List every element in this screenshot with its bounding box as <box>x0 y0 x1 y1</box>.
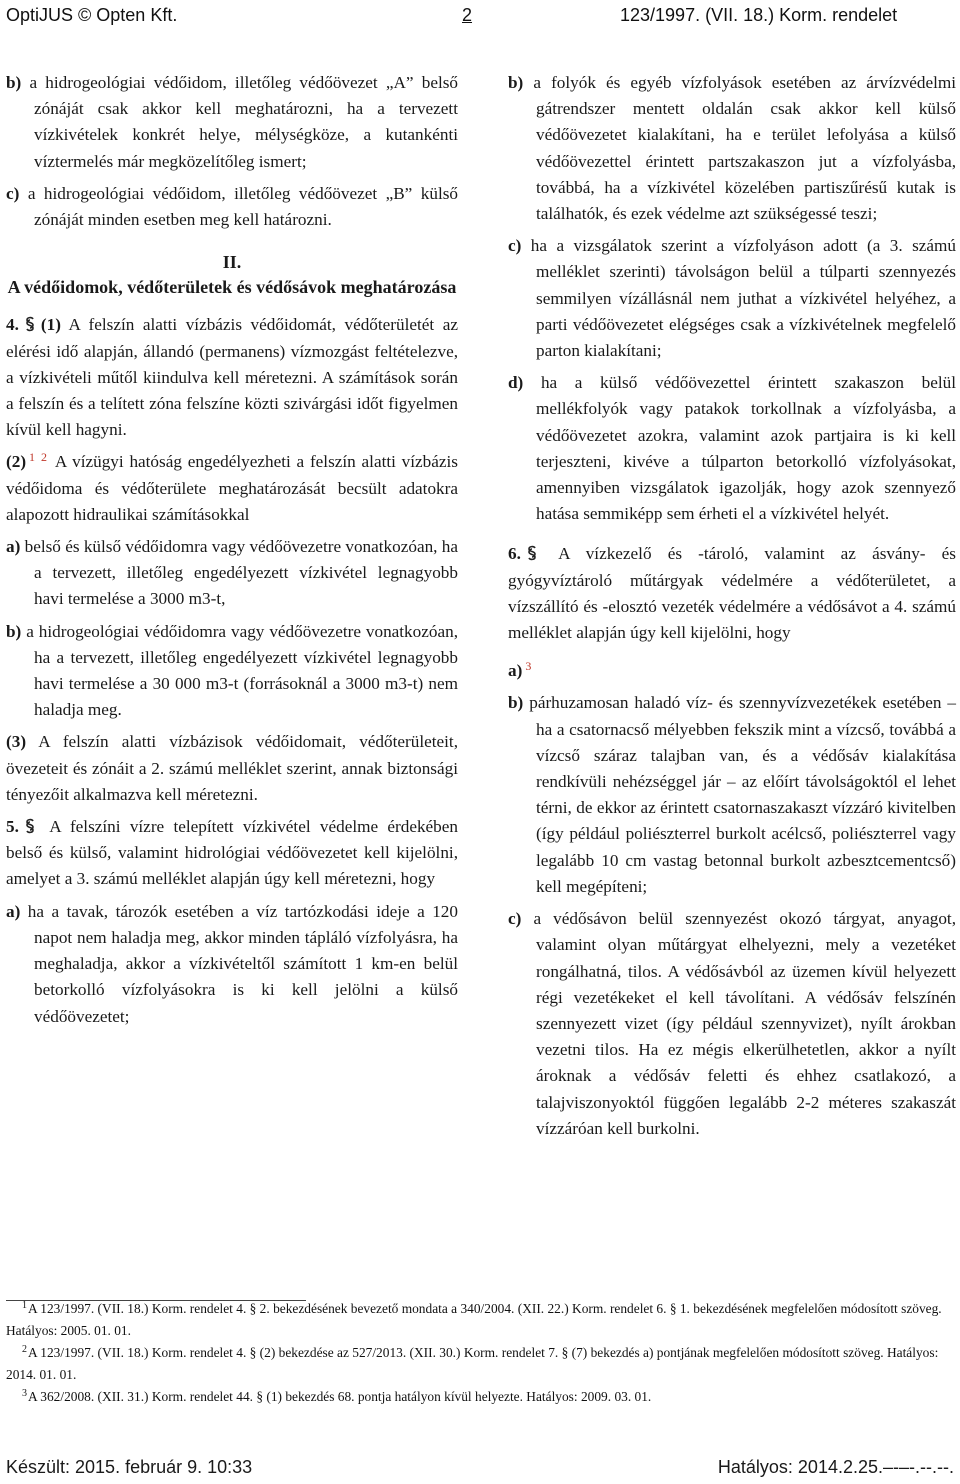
section-number: 4. <box>6 315 19 335</box>
point-text: belső és külső védőidomra vagy védőövezetre vonatkozóan, ha a tervezett, illetőleg engedélyezett vízkivétel legnagyobb havi termelése a 3000 m3-t, <box>24 537 458 609</box>
section-5-point-d <box>508 370 956 527</box>
section-5-point-b <box>508 70 956 227</box>
point-label: a) <box>6 537 21 557</box>
page-footer <box>0 1452 960 1482</box>
footnote-ref-1[interactable]: 1 <box>29 449 36 464</box>
paragraph-number: (3) <box>6 732 27 752</box>
point-text: a hidrogeológiai védőidomra vagy védőövezetre vonatkozóan, ha a tervezett, illetőleg engedélyezett vízkivétel legnagyobb havi termelése a 30 000 m3-t (forrásoknál a 3000 m3-t) nem haladja meg. <box>26 621 458 720</box>
section-text: A vízkezelő és -tároló, valamint az ásvány- és gyógyvíztároló műtárgyak védelmére a védőterületet, a vízszállító és -elosztó vezeték védelmére a védősávot a 4. számú melléklet alapján úgy kell kijelölni, hogy <box>508 544 956 643</box>
header-page-number: 2 <box>462 5 473 25</box>
section-6-point-c <box>508 906 956 1142</box>
footer-effective-date: Hatályos: 2014.2.25.–-–-.--.--. <box>717 1457 954 1477</box>
point-text: a hidrogeológiai védőidom, illetőleg védőövezet „A” belső zónáját csak akkor kell meghatározni, ha a tervezett vízkivételek konkrét helye, mélységköze, a kutankénti víztermelés már megközelítőleg ismert; <box>29 73 459 171</box>
section-4-2-point-b <box>6 619 458 724</box>
point-text: ha a külső védőövezettel érintett szakaszon belül mellékfolyók vagy patakok torkollnak a vízfolyásba, a védőövezetet azokra, valamint azok partjaira is ki kell terjeszteni, kivéve a túlparton betorkolló vízfolyásokat, amennyiben vizsgálatok igazolják, hogy azok szennyező hatása semmiképp sem érheti el a vízkivétel helyét. <box>536 373 957 524</box>
section-4-2-point-a <box>6 534 458 613</box>
section-4-paragraph-3 <box>6 729 458 808</box>
section-link-icon[interactable] <box>23 314 37 330</box>
footnote-number: 2 <box>22 1343 27 1355</box>
point-label: b) <box>508 693 524 713</box>
footnote-1 <box>6 1298 956 1342</box>
footnote-text: A 123/1997. (VII. 18.) Korm. rendelet 4. § 2. bekezdésének bevezető mondata a 340/2004. (XII. 22.) Korm. rendelet 6. § 1. bekezdésének megfelelően módosított szöveg. Hatályos: 2005. 01. 01. <box>6 1301 942 1338</box>
section-5 <box>6 814 458 893</box>
footnote-ref-3[interactable]: 3 <box>525 658 532 673</box>
section-4-paragraph-2 <box>6 449 458 528</box>
point-text: a folyók és egyéb vízfolyások esetében az árvízvédelmi gátrendszer mentett oldalán csak akkor kell külső védőövezetet kialakítani, ha e terület lefolyása a külső védőövezettel érintett partszakaszon jut a vízfolyásba, továbbá, ha a vízkivétel közelében partiszűrésű kutak is találhatók, és ezek védelme azt szükségessé teszi; <box>533 73 957 224</box>
section-6 <box>508 541 956 646</box>
paragraph-text: A felszín alatti vízbázisok védőidomait, védőterületeit, övezeteit és zónáit a 2. számú melléklet szerint, annak biztonsági tényezőit alkalmazva kell méretezni. <box>6 732 458 804</box>
paragraph-number: (1) <box>40 315 61 335</box>
point-label: a) <box>6 901 21 921</box>
right-column <box>508 70 956 1148</box>
left-column <box>6 70 458 1036</box>
point-label: d) <box>508 373 524 393</box>
footnote-number: 3 <box>22 1387 27 1399</box>
section-link-icon[interactable] <box>525 543 539 559</box>
section-text: A felszíni vízre telepített vízkivétel védelme érdekében belső és külső, valamint hidrológiai védőövezetet kell kijelölni, amelyet a 3. számú melléklet alapján úgy kell méretezni, hogy <box>6 817 458 889</box>
point-text: a védősávon belül szennyezést okozó tárgyat, anyagot, valamint olyan műtárgyat elhelyezni, mely a vezetéket rongálhatná, tilos. A védősávból az üzemen kívül helyezett régi vezetékeket el kell távolítani. A védősáv felszínén szennyezett vizet (így például szennyvizet), nyílt árokban vezetni tilos. Ha ez mégis elkerülhetetlen, akkor a nyílt ároknak a védősáv feletti és ehhez csatlakozó, a talajviszonyoktól függően legalább 2-2 méteres szakaszát vízzáróan kell burkolni. <box>533 909 956 1138</box>
section-6-point-a <box>508 658 956 684</box>
section-number: 5. <box>6 817 19 837</box>
section-link-icon[interactable] <box>23 816 37 832</box>
point-label: a) <box>508 661 523 681</box>
section-5-point-c <box>508 233 956 364</box>
footnote-number: 1 <box>22 1299 27 1311</box>
header-publisher: OptiJUS © Opten Kft. <box>6 5 178 25</box>
point-b <box>6 70 458 175</box>
point-text: ha a vizsgálatok szerint a vízfolyáson adott (a 3. számú melléklet szerinti) távolságon belül a túlparti szennyezés semmilyen vízállásnál nem juthat a vízkivétel helyéhez, a parti védőövezetet elégséges csak a vízkivételnek megfelelő parton kialakítani; <box>530 236 956 361</box>
section-6-point-b <box>508 690 956 900</box>
page-header <box>0 0 960 30</box>
point-text: a hidrogeológiai védőidom, illetőleg védőövezet „B” külső zónáját minden esetben meg kell határozni. <box>27 183 459 230</box>
section-4-paragraph-1 <box>6 312 458 443</box>
footnote-ref-2[interactable]: 2 <box>41 449 48 464</box>
point-label: b) <box>6 621 22 641</box>
paragraph-text: A felszín alatti vízbázis védőidomát, védőterületét az elérési idő alapján, állandó (permanens) vízmozgást feltételezve, a vízkivételi műtől kiindulva kell méretezni. A számítások során a felszín és a telített zóna felszíne közti szivárgási időt figyelmen kívül kell hagyni. <box>6 315 458 440</box>
paragraph-text: A vízügyi hatóság engedélyezheti a felszín alatti vízbázis védőidoma és védőterülete meghatározását becsült adatokra alapozott hidraulikai számításokkal <box>6 452 458 524</box>
section-5-point-a <box>6 899 458 1030</box>
footnote-text: A 123/1997. (VII. 18.) Korm. rendelet 4. § (2) bekezdése az 527/2013. (XII. 30.) Korm. rendelet 7. § (7) bekezdés a) pontjának megfelelően módosított szöveg. Hatályos: 2014. 01. 01. <box>6 1345 939 1382</box>
footnote-2 <box>6 1342 956 1386</box>
footnote-3 <box>6 1386 956 1408</box>
footnote-text: A 362/2008. (XII. 31.) Korm. rendelet 44. § (1) bekezdés 68. pontja hatályon kívül helyezte. Hatályos: 2009. 03. 01. <box>28 1389 652 1404</box>
point-label: b) <box>6 73 22 92</box>
chapter-title: A védőidomok, védőterületek és védősávok meghatározása <box>7 277 457 298</box>
point-label: c) <box>6 183 20 203</box>
point-text: ha a tavak, tározók esetében a víz tartózkodási ideje a 120 napot nem haladja meg, akkor minden tápláló vízfolyásra, ha meghaladja, akkor a vízkivételtől számított 1 km-en belül betorkolló vízfolyásokra is ki kell jelölni a külső védőövezetet; <box>27 901 458 1026</box>
point-label: c) <box>508 909 522 929</box>
footer-created-date: Készült: 2015. február 9. 10:33 <box>6 1457 253 1477</box>
header-document-title: 123/1997. (VII. 18.) Korm. rendelet <box>620 5 898 25</box>
footnotes <box>6 1298 956 1408</box>
paragraph-number: (2) <box>6 452 27 472</box>
point-label: b) <box>508 73 524 92</box>
chapter-heading <box>6 249 458 300</box>
point-label: c) <box>508 236 522 256</box>
point-c <box>6 181 458 233</box>
chapter-number: II. <box>222 252 242 273</box>
section-number: 6. <box>508 544 521 564</box>
point-text: párhuzamosan haladó víz- és szennyvízvezetékek esetében – ha a csatornacső mélyebben fekszik mint a vízcső, továbbá a vízcső száraz talajban van, és a védősáv kialakítása rendkívüli nehézséggel jár – az előírt távolságoktól el lehet térni, de ekkor az érintett csatornaszakaszt vízzáró kivitelben (így például poliészterrel burkolt acélcső, poliészterrel vagy legalább 10 cm vastag betonnal burkolt azbesztcementcső) kell megépíteni; <box>529 693 956 896</box>
